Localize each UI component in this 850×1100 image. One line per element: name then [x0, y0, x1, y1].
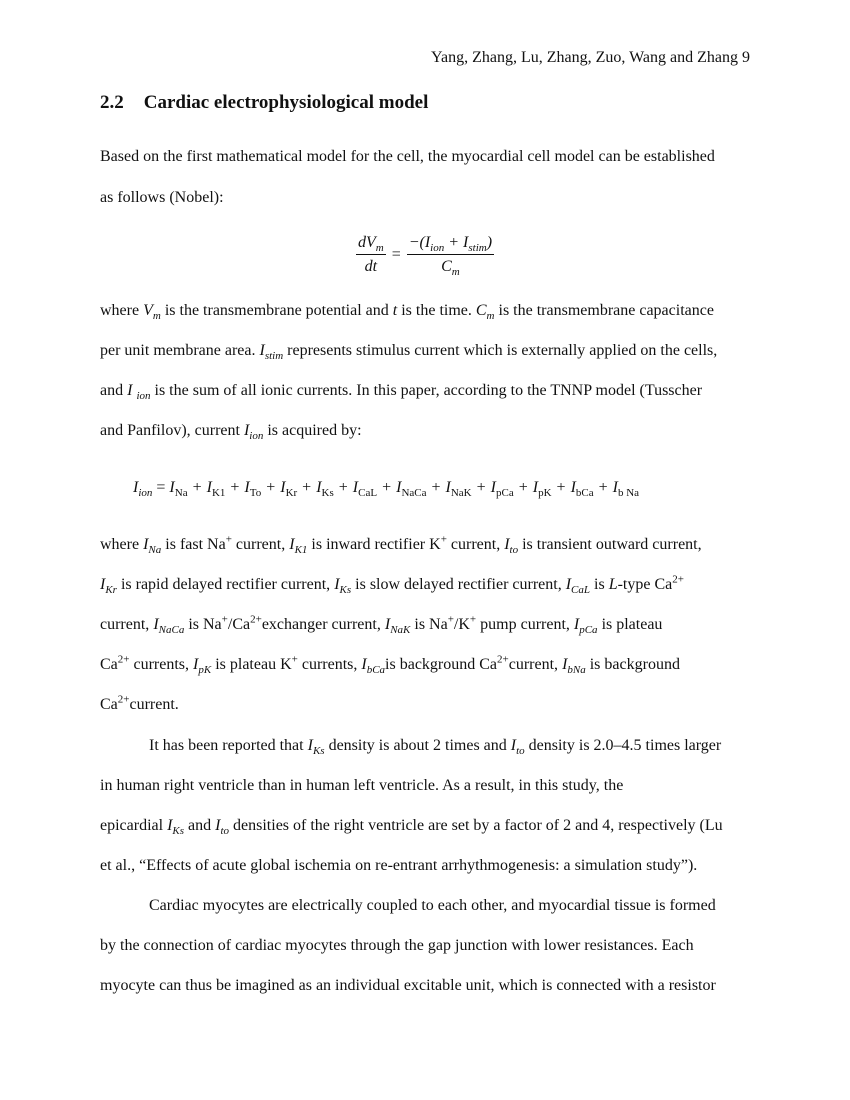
text-line: $Ca^{2+}$ currents, $I_{pK}$ is plateau K+ currents, $I_{bCa}is$ background $Ca^{2+}current$, $I_{bNa}$ is background	[100, 653, 680, 677]
text-line: Based on the first mathematical model for the cell, the myocardial cell model can be established	[100, 148, 715, 165]
current-term: $I_{NaCa}$	[396, 479, 427, 500]
plus-operator: +	[338, 479, 348, 496]
current-term: $I_{b Na}$	[612, 479, 640, 500]
section-title: Cardiac electrophysiological model	[143, 92, 429, 113]
current-term: $I_{pK}$	[532, 479, 552, 500]
section-number: 2.2	[100, 92, 124, 113]
current-term: $I_{NaK}$	[445, 479, 472, 500]
current-term: $I_{Na}$	[169, 479, 188, 500]
membrane-potential-equation: $\frac{dV_m}{dt}$ = $\frac{-(I_{ion} + I_{stim})}{C_m}$	[357, 234, 493, 279]
plus-operator: +	[382, 479, 392, 496]
equation-rhs-fraction: $\frac{-(I_{ion} + I_{stim})}{C_m}$	[408, 234, 493, 279]
plus-operator: +	[431, 479, 441, 496]
text-line: myocyte can thus be imagined as an individual excitable unit, which is connected with a resistor	[100, 977, 716, 994]
current-term: $I_{bCa}$	[570, 479, 594, 500]
ionic-current-terms	[169, 479, 640, 500]
plus-operator: +	[518, 479, 528, 496]
current-term: $I_{To}$	[244, 479, 262, 500]
text-line: et al., “Effects of acute global ischemia on re-entrant arrhythmogenesis: a simulation study”).	[100, 857, 698, 874]
current-term: $I_{pCa}$	[490, 479, 514, 500]
plus-operator: +	[556, 479, 566, 496]
plus-operator: +	[230, 479, 240, 496]
text-line: $I_{Kr}$ is rapid delayed rectifier current, $I_{Ks}$ is slow delayed rectifier current, $I_{CaL}$ is L-type $Ca^{2+}$	[100, 573, 684, 597]
text-line: in human right ventricle than in human left ventricle. As a result, in this study, the	[100, 777, 624, 794]
text-line: where $V_m$ is the transmembrane potential and t is the time. $C_m$ is the transmembrane capacitance	[100, 302, 714, 323]
text-line: current, $I_{NaCa}$ is $Na^+/Ca^{2+}exchanger$ current, $I_{NaK}$ is Na+/K+ pump current, $I_{pCa}$ is plateau	[100, 613, 663, 637]
plus-operator: +	[266, 479, 276, 496]
equation-lhs-fraction: $\frac{dV_m}{dt}$	[357, 234, 384, 275]
text-line: $Ca^{2+}current$.	[100, 693, 179, 713]
section-heading	[100, 92, 428, 114]
text-line: per unit membrane area. $I_{stim}$ represents stimulus current which is externally applied on the cells,	[100, 342, 718, 363]
text-line: where $I_{Na}$ is fast Na+ current, $I_{K1}$ is inward rectifier K+ current, $I_{to}$ is transient outward current,	[100, 533, 702, 557]
text-line: It has been reported that $I_{Ks}$ density is about 2 times and $I_{to}$ density is 2.0–4.5 times larger	[149, 737, 722, 758]
running-head: Yang, Zhang, Lu, Zhang, Zuo, Wang and Zhang 9	[431, 49, 750, 66]
plus-operator: +	[302, 479, 312, 496]
plus-operator: +	[192, 479, 202, 496]
text-line: as follows (Nobel):	[100, 189, 224, 206]
text-line: and I $_{ion}$ is the sum of all ionic currents. In this paper, according to the TNNP model (Tusscher	[100, 382, 703, 403]
text-line: Cardiac myocytes are electrically coupled to each other, and myocardial tissue is formed	[149, 897, 716, 914]
plus-operator: +	[598, 479, 608, 496]
plus-operator: +	[476, 479, 486, 496]
text-line: by the connection of cardiac myocytes through the gap junction with lower resistances. Each	[100, 937, 694, 954]
text-line: epicardial $I_{Ks}$ and $I_{to}$ densities of the right ventricle are set by a factor of 2 and 4, respectively (Lu	[100, 817, 723, 838]
current-term: $I_{Kr}$	[280, 479, 298, 500]
current-term: $I_{Ks}$	[316, 479, 334, 500]
ionic-current-equation: $I_{ion} = I_{Na} + I_{K1} + I_{To} + I_{Kr} + I_{Ks} + I_{CaL} + I_{NaCa} + I_{NaK} + I_{pCa} + I_{pK} + I_{bCa} + I_{b Na}$	[133, 479, 640, 500]
current-term: $I_{CaL}$	[352, 479, 378, 500]
current-term: $I_{K1}$	[206, 479, 226, 500]
text-line: and Panfilov), current $I_{ion}$ is acquired by:	[100, 422, 362, 443]
